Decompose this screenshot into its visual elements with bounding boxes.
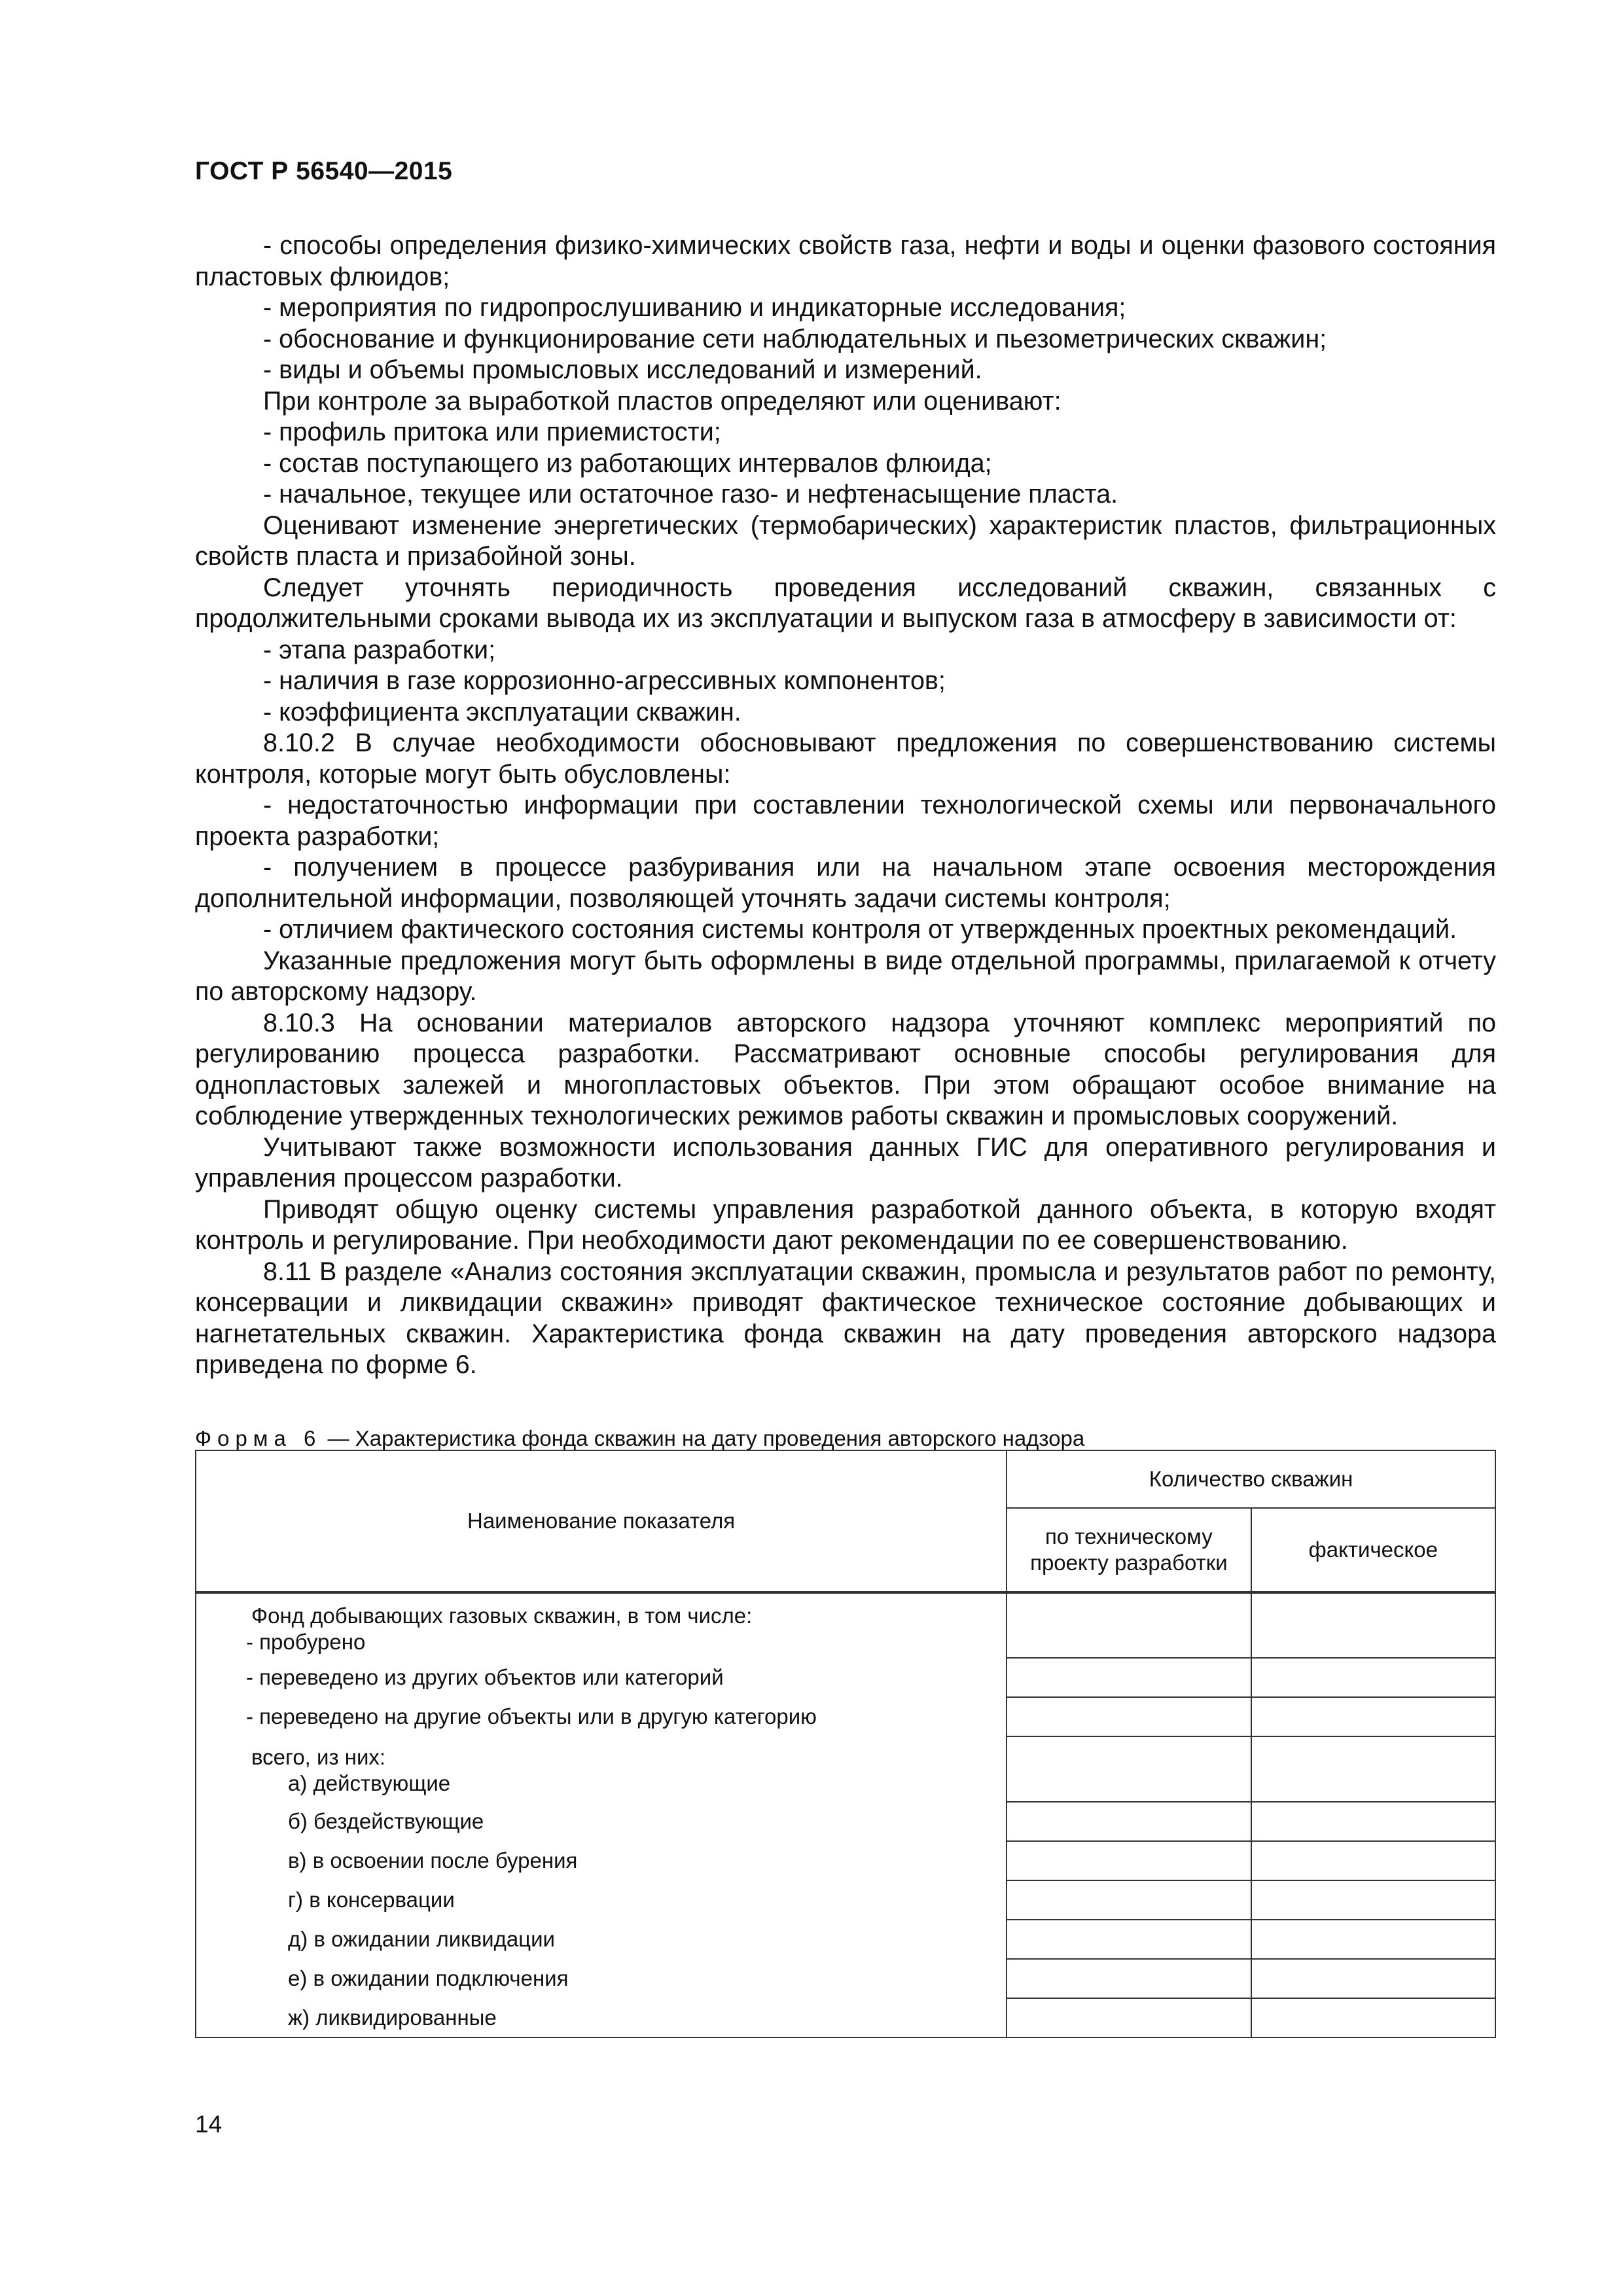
paragraph: Приводят общую оценку системы управления разработкой данного объекта, в которую входят контроль и регулирование. При необходимости дают рекомендации по ее совершенствованию. [195, 1194, 1496, 1255]
row-label [196, 1802, 1007, 1841]
paragraph: При контроле за выработкой пластов определяют или оценивают: [263, 386, 1061, 416]
paragraph: Указанные предложения могут быть оформлены в виде отдельной программы, прилагаемой к отчету по авторскому надзору. [195, 946, 1496, 1006]
value-cell-project[interactable] [1007, 1592, 1251, 1658]
form-6-table [195, 1450, 1496, 2038]
row-label-line: б) бездействующие [288, 1809, 484, 1833]
table-row [196, 1592, 1495, 1658]
paragraph: - способы определения физико-химических свойств газа, нефти и воды и оценки фазового состояния пластовых флюидов; [195, 231, 1496, 291]
table-row [196, 1658, 1495, 1697]
table-row [196, 1959, 1495, 1998]
header-project-cell: по техническому проекту разработки [1007, 1508, 1251, 1592]
form-caption-text: — Характеристика фонда скважин на дату проведения авторского надзора [321, 1426, 1085, 1450]
paragraph: Следует уточнять периодичность проведения исследований скважин, связанных с продолжительными сроками вывода их из эксплуатации и выпуском газа в атмосферу в зависимости от: [195, 573, 1496, 633]
paragraph: - наличия в газе коррозионно-агрессивных компонентов; [263, 666, 946, 695]
paragraph: 8.10.3 На основании материалов авторского надзора уточняют комплекс мероприятий по регулированию процесса разработки. Рассматривают основные способы регулирования для однопластовых залежей и многопластовых объектов. При этом обращают особое внимание на соблюдение утвержденных технологических режимов работы скважин и промысловых сооружений. [195, 1008, 1496, 1130]
paragraph: 8.11 В разделе «Анализ состояния эксплуатации скважин, промысла и результатов работ по ремонту, консервации и ликвидации скважин» приводят фактическое техническое состояние добывающих и нагнетательных скважин. Характеристика фонда скважин на дату проведения авторского надзора приведена по форме 6. [195, 1257, 1496, 1379]
paragraph: Оценивают изменение энергетических (термобарических) характеристик пластов, фильтрационных свойств пласта и призабойной зоны. [195, 511, 1496, 571]
row-label-line: а) действующие [288, 1771, 451, 1795]
row-label-line: в) в освоении после бурения [288, 1848, 578, 1873]
table-row [196, 1920, 1495, 1959]
header-actual-cell: фактическое [1251, 1508, 1495, 1592]
header-group-cell: Количество скважин [1007, 1450, 1495, 1508]
header-name-cell: Наименование показателя [196, 1450, 1007, 1592]
paragraph: 8.10.2 В случае необходимости обосновывают предложения по совершенствованию системы контроля, которые могут быть обусловлены: [195, 728, 1496, 789]
value-cell-actual[interactable] [1251, 1802, 1495, 1841]
row-label [196, 1880, 1007, 1920]
row-label [196, 1998, 1007, 2037]
value-cell-actual[interactable] [1251, 1658, 1495, 1697]
value-cell-actual[interactable] [1251, 1998, 1495, 2037]
paragraph: - виды и объемы промысловых исследований и измерений. [263, 355, 982, 384]
table-row [196, 1880, 1495, 1920]
form-caption-label: Форма 6 [195, 1426, 322, 1450]
row-label-line: - пробурено [246, 1630, 366, 1654]
value-cell-actual[interactable] [1251, 1880, 1495, 1920]
value-cell-project[interactable] [1007, 1736, 1251, 1802]
table-row [196, 1697, 1495, 1736]
row-label-line: е) в ожидании подключения [288, 1966, 569, 1990]
row-label-line: - переведено из других объектов или категорий [246, 1665, 724, 1689]
paragraph: - этапа разработки; [263, 635, 496, 664]
row-label-line: всего, из них: [251, 1745, 386, 1769]
row-label-line: - переведено на другие объекты или в другую категорию [246, 1704, 817, 1729]
paragraph: - профиль притока или приемистости; [263, 418, 721, 446]
row-label [196, 1841, 1007, 1880]
row-label-line: г) в консервации [288, 1888, 455, 1912]
value-cell-actual[interactable] [1251, 1959, 1495, 1998]
row-label [196, 1592, 1007, 1658]
table-row [196, 1736, 1495, 1802]
paragraph: - обоснование и функционирование сети наблюдательных и пьезометрических скважин; [263, 324, 1327, 353]
page-number: 14 [195, 2111, 223, 2138]
value-cell-project[interactable] [1007, 1697, 1251, 1736]
row-label [196, 1959, 1007, 1998]
value-cell-actual[interactable] [1251, 1736, 1495, 1802]
value-cell-project[interactable] [1007, 1658, 1251, 1697]
row-label-line: Фонд добывающих газовых скважин, в том числе: [251, 1604, 753, 1628]
row-label [196, 1697, 1007, 1736]
row-label [196, 1920, 1007, 1959]
table-row [196, 1802, 1495, 1841]
paragraph: - недостаточностью информации при составлении технологической схемы или первоначального проекта разработки; [195, 791, 1496, 851]
paragraph: Учитывают также возможности использования данных ГИС для оперативного регулирования и управления процессом разработки. [195, 1132, 1496, 1193]
row-label-line: д) в ожидании ликвидации [288, 1927, 555, 1951]
document-header: ГОСТ Р 56540—2015 [195, 157, 453, 185]
value-cell-project[interactable] [1007, 1998, 1251, 2037]
paragraph: - начальное, текущее или остаточное газо- и нефтенасыщение пласта. [263, 480, 1118, 509]
paragraph: - мероприятия по гидропрослушиванию и индикаторные исследования; [263, 293, 1126, 322]
value-cell-project[interactable] [1007, 1841, 1251, 1880]
body-text [195, 230, 1496, 1381]
value-cell-project[interactable] [1007, 1802, 1251, 1841]
paragraph: - состав поступающего из работающих интервалов флюида; [263, 448, 992, 478]
value-cell-project[interactable] [1007, 1959, 1251, 1998]
table-row [196, 1841, 1495, 1880]
paragraph: - отличием фактического состояния системы контроля от утвержденных проектных рекомендаций. [263, 915, 1457, 944]
value-cell-project[interactable] [1007, 1880, 1251, 1920]
paragraph: - коэффициента эксплуатации скважин. [263, 697, 741, 726]
value-cell-actual[interactable] [1251, 1920, 1495, 1959]
row-label [196, 1658, 1007, 1697]
table-row [196, 1998, 1495, 2037]
value-cell-project[interactable] [1007, 1920, 1251, 1959]
row-label [196, 1736, 1007, 1802]
value-cell-actual[interactable] [1251, 1697, 1495, 1736]
form-caption [195, 1426, 1084, 1452]
paragraph: - получением в процессе разбуривания или на начальном этапе освоения месторождения дополнительной информации, позволяющей уточнять задачи системы контроля; [195, 853, 1496, 913]
row-label-line: ж) ликвидированные [288, 2005, 497, 2030]
value-cell-actual[interactable] [1251, 1592, 1495, 1658]
value-cell-actual[interactable] [1251, 1841, 1495, 1880]
